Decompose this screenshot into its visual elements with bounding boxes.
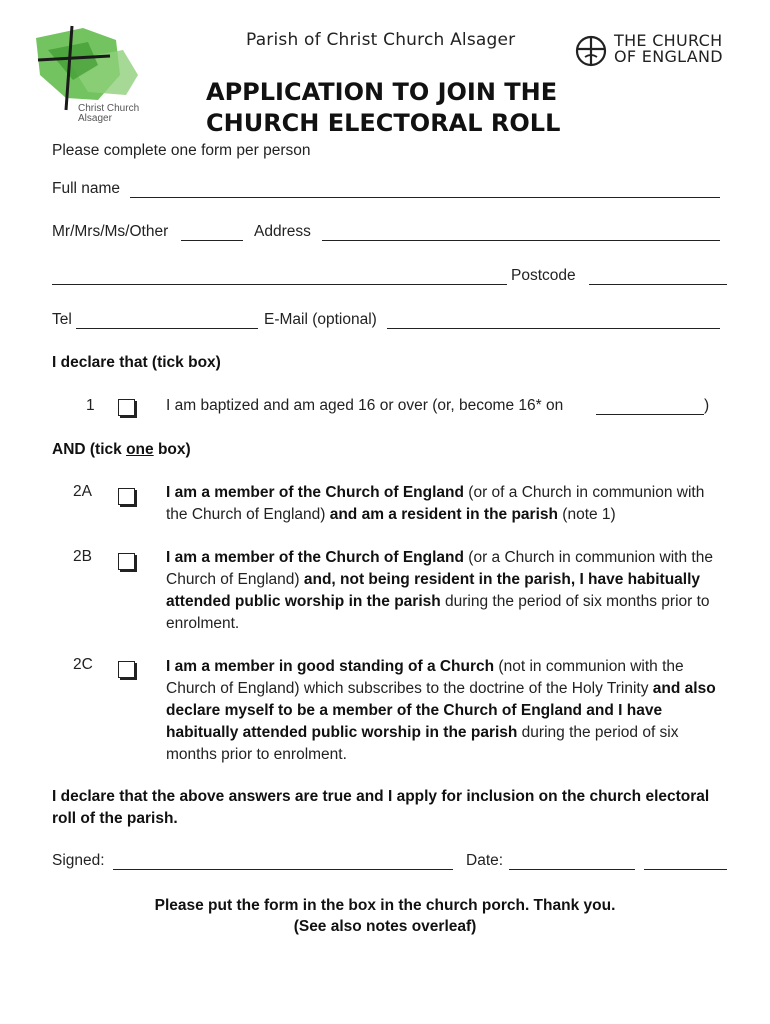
- logo-text: [78, 104, 139, 124]
- date-label: Date:: [466, 852, 504, 869]
- item2c-text1: (not in communion with the Church of England) which subscribes to the doctrine of the Holy Trinity: [166, 658, 684, 697]
- date-field[interactable]: [509, 869, 635, 870]
- full-name-label: Full name: [52, 180, 121, 197]
- postcode-label: Postcode: [511, 267, 576, 284]
- coe-line2: OF ENGLAND: [614, 47, 723, 66]
- footer-line1: Please put the form in the box in the church porch. Thank you.: [154, 897, 616, 914]
- declare-heading: I declare that (tick box): [52, 354, 221, 371]
- cross-logo-icon: [36, 26, 138, 110]
- item1-number: 1: [86, 397, 95, 414]
- title-field[interactable]: [181, 240, 243, 241]
- item1-close: ): [704, 397, 710, 414]
- item2b-number: 2B: [73, 548, 92, 565]
- item2a-number: 2A: [73, 483, 92, 500]
- item2b-text: [166, 547, 726, 635]
- item2b-text1: (or a Church in communion with the Church of England): [166, 549, 713, 588]
- date-field-extra[interactable]: [644, 869, 727, 870]
- footer-line2: (See also notes overleaf): [293, 918, 477, 935]
- logo-text-line1: Christ Church: [78, 103, 140, 114]
- email-field[interactable]: [387, 328, 720, 329]
- item2a-text2: (note 1): [557, 506, 616, 523]
- item1-checkbox[interactable]: [118, 399, 135, 416]
- item2c-text: [166, 656, 726, 766]
- postcode-field[interactable]: [589, 284, 727, 285]
- tel-label: Tel: [52, 311, 72, 328]
- final-declaration: I declare that the above answers are true and I apply for inclusion on the church electoral roll of the parish.: [52, 788, 710, 827]
- signed-label: Signed:: [52, 852, 105, 869]
- item2c-number: 2C: [73, 656, 93, 673]
- item2a-bold1: I am a member of the Church of England: [166, 484, 464, 501]
- item2a-bold2: and am a resident in the parish: [329, 506, 558, 523]
- email-label: E-Mail (optional): [264, 311, 377, 328]
- tel-field[interactable]: [76, 328, 258, 329]
- church-of-england-wordmark: [614, 33, 723, 65]
- parish-name: Parish of Christ Church Alsager: [246, 30, 516, 50]
- item2c-text2: during the period of six months prior to enrolment.: [166, 724, 679, 763]
- page-title: [206, 77, 560, 139]
- item1-date-field[interactable]: [596, 414, 704, 415]
- and-prefix: AND (tick: [52, 441, 127, 458]
- and-heading: [52, 441, 191, 459]
- item2c-checkbox[interactable]: [118, 661, 135, 678]
- coe-line1: THE CHURCH: [614, 31, 723, 50]
- item2b-bold1: I am a member of the Church of England: [166, 549, 464, 566]
- and-one: one: [126, 441, 154, 458]
- item2b-checkbox[interactable]: [118, 553, 135, 570]
- item1-text: I am baptized and am aged 16 or over (or, become 16* on: [166, 397, 564, 414]
- and-suffix: box): [153, 441, 191, 458]
- title-label: Mr/Mrs/Ms/Other: [52, 223, 169, 240]
- item2a-checkbox[interactable]: [118, 488, 135, 505]
- signature-field[interactable]: [113, 869, 453, 870]
- item2c-bold2: and also declare myself to be a member of the Church of England and I have habitually attended public worship in the parish: [166, 680, 716, 741]
- address-field[interactable]: [322, 240, 720, 241]
- item2b-bold2: and, not being resident in the parish, I have habitually attended public worship in the parish: [166, 571, 701, 610]
- title-line1: APPLICATION TO JOIN THE: [206, 78, 558, 106]
- church-of-england-icon: [574, 34, 608, 68]
- logo-text-line2: Alsager: [78, 113, 112, 124]
- full-name-field[interactable]: [130, 197, 720, 198]
- address-field-line2[interactable]: [52, 284, 507, 285]
- address-label: Address: [254, 223, 311, 240]
- item2b-text2: during the period of six months prior to enrolment.: [166, 593, 710, 632]
- item2c-bold1: I am a member in good standing of a Church: [166, 658, 495, 675]
- item2a-text1: (or of a Church in communion with the Church of England): [166, 484, 705, 523]
- item2a-text: [166, 482, 726, 526]
- title-line2: CHURCH ELECTORAL ROLL: [206, 109, 561, 137]
- instruction-text: Please complete one form per person: [52, 142, 311, 159]
